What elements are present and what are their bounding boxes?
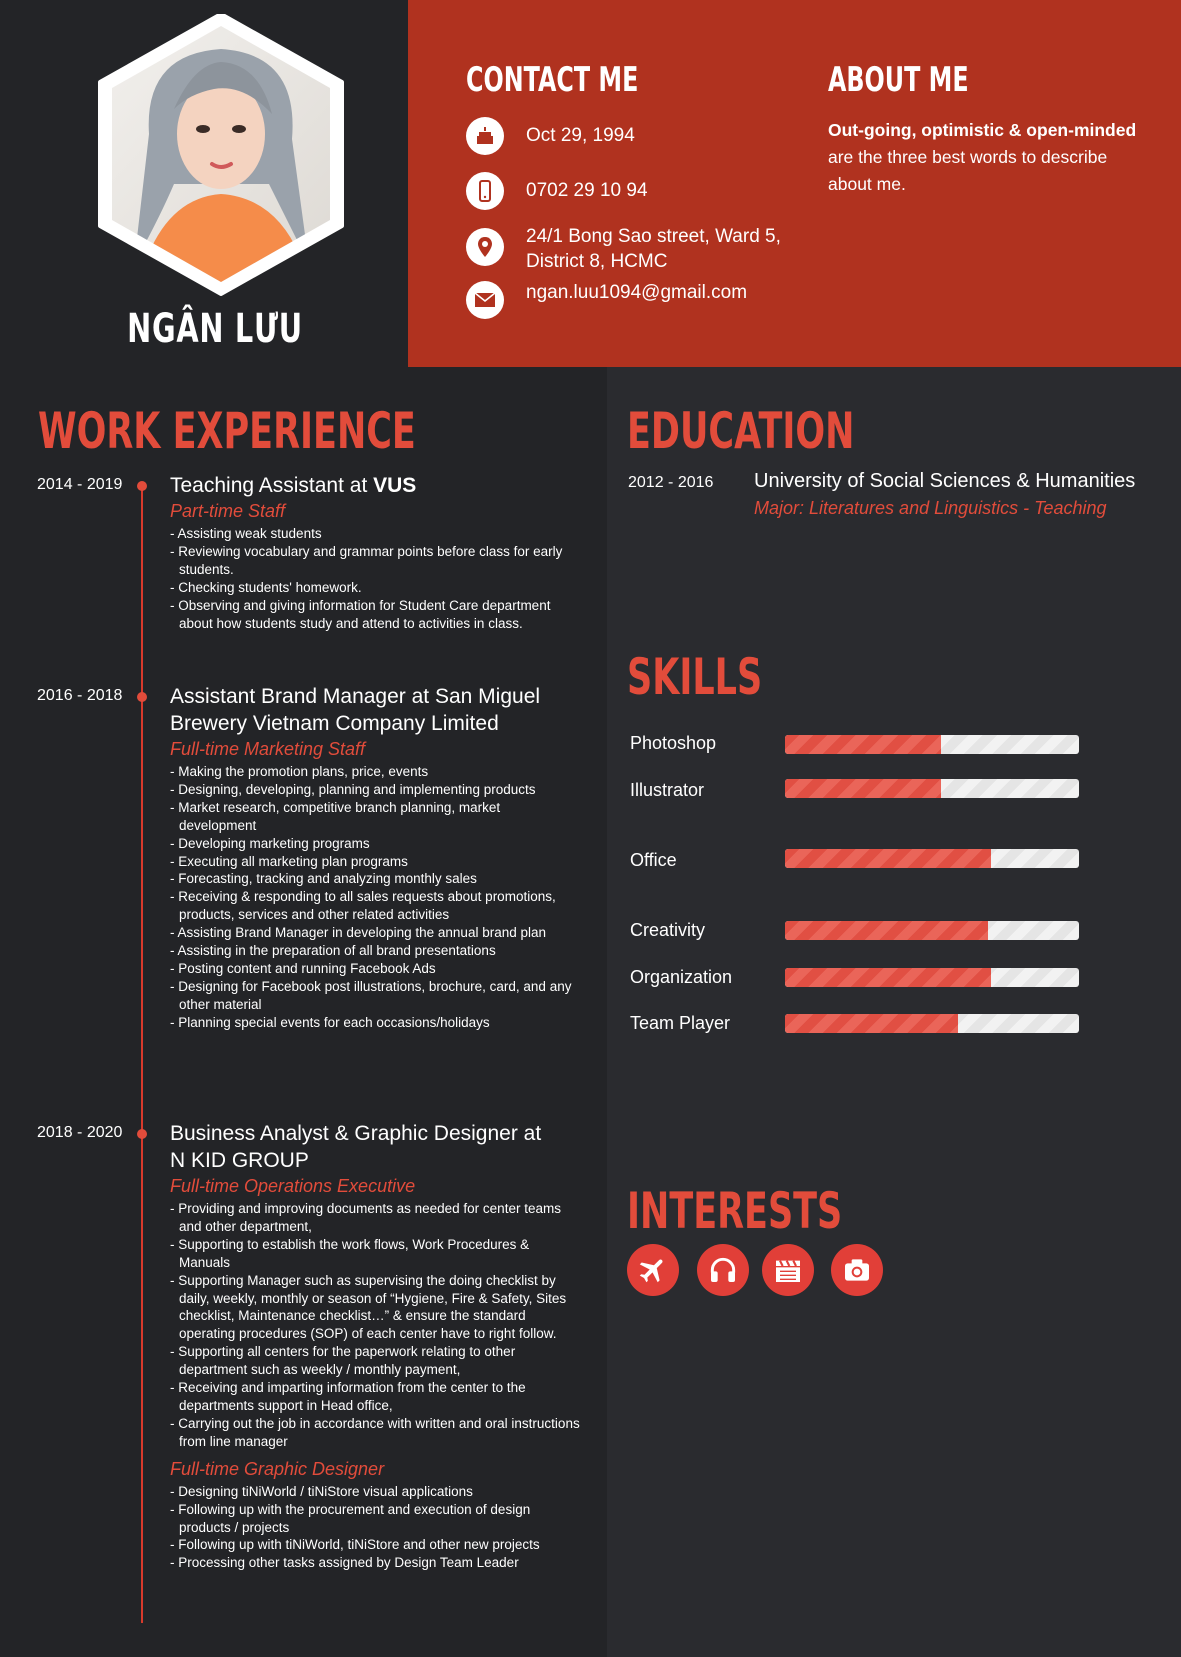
about-heading: ABOUT ME (828, 60, 969, 100)
contact-email (466, 281, 816, 319)
mail-icon (466, 281, 504, 319)
location-pin-icon (466, 228, 504, 266)
skill-bar (785, 779, 1079, 798)
duty-item: - Supporting Manager such as supervising the doing checklist by daily, weekly, monthly or season of “Hygiene, Fire & Safety, Sites checklist, Maintenance checklist…” & ensure the standard operating procedures (SOP) of each center have to right follow. (170, 1272, 567, 1342)
duty-item: - Reviewing vocabulary and grammar points before class for early students. (170, 543, 563, 577)
job-period: 2014 - 2019 (37, 476, 123, 493)
job-role: Full-time Marketing Staff (170, 739, 366, 759)
contact-address (466, 228, 816, 274)
about-rest: are the three best words to describe about me. (828, 147, 1108, 194)
duty-item: - Planning special events for each occasions/holidays (170, 1014, 490, 1030)
skill-bar (785, 849, 1079, 868)
duty-item: - Supporting to establish the work flows, Work Procedures & Manuals (170, 1236, 530, 1270)
job-title: Teaching Assistant at VUS (170, 474, 417, 497)
job-period: 2018 - 2020 (37, 1124, 123, 1141)
duty-item: - Assisting in the preparation of all brand presentations (170, 943, 496, 959)
education-period: 2012 - 2016 (628, 474, 714, 491)
about-highlight: Out-going, optimistic & open-minded (828, 120, 1137, 140)
skill-bar-fill (785, 779, 941, 798)
contact-email-text[interactable]: ngan.luu1094@gmail.com (526, 282, 748, 303)
duty-item: - Market research, competitive branch planning, market development (170, 799, 501, 833)
skill-bar-fill (785, 735, 941, 754)
job-entry (170, 1120, 580, 1572)
airplane-icon (627, 1244, 679, 1296)
duty-item: - Designing tiNiWorld / tiNiStore visual applications (170, 1483, 473, 1499)
clapperboard-icon (762, 1244, 814, 1296)
education-school: University of Social Sciences & Humanities (754, 470, 1136, 492)
job-duties (170, 1483, 580, 1573)
job-duties (170, 525, 580, 632)
duty-item: - Following up with the procurement and execution of design products / projects (170, 1501, 531, 1535)
skill-label: Team Player (630, 1013, 731, 1033)
skill-label: Creativity (630, 920, 706, 940)
phone-icon (466, 172, 504, 210)
contact-phone-text: 0702 29 10 94 (526, 180, 648, 201)
interests-heading: INTERESTS (627, 1182, 843, 1240)
duty-item: - Checking students' homework. (170, 579, 362, 595)
timeline-dot (137, 692, 147, 702)
skill-bar (785, 968, 1079, 987)
skill-label: Office (630, 850, 677, 870)
duty-item: - Designing, developing, planning and implementing products (170, 781, 536, 797)
education-major: Major: Literatures and Linguistics - Teaching (754, 498, 1107, 518)
duty-item: - Receiving & responding to all sales requests about promotions, products, services and other related activities (170, 889, 556, 923)
duty-item: - Receiving and imparting information from the center to the departments support in Head office, (170, 1380, 526, 1413)
right-column-panel (607, 367, 1181, 1657)
duty-item: - Posting content and running Facebook Ads (170, 960, 436, 976)
headphones-icon (697, 1244, 749, 1296)
contact-address-text: 24/1 Bong Sao street, Ward 5, District 8, HCMC (526, 226, 781, 272)
duty-item: - Forecasting, tracking and analyzing monthly sales (170, 871, 477, 887)
timeline-dot (137, 481, 147, 491)
skill-bar (785, 1014, 1079, 1033)
skill-bar-fill (785, 921, 988, 940)
contact-birthday (466, 117, 816, 155)
skills-heading: SKILLS (627, 648, 763, 706)
about-text (828, 117, 1148, 198)
contact-phone (466, 172, 816, 210)
duty-item: - Supporting all centers for the paperwork relating to other department such as weekly / monthly payment, (170, 1344, 516, 1378)
skill-label: Photoshop (630, 733, 717, 753)
duty-item: - Assisting Brand Manager in developing the annual brand plan (170, 925, 547, 941)
duty-item: - Carrying out the job in accordance with written and oral instructions from line manager (170, 1415, 580, 1449)
contact-birthday-text: Oct 29, 1994 (526, 125, 635, 146)
person-name: NGÂN LƯU (127, 306, 303, 352)
duty-item: - Making the promotion plans, price, events (170, 764, 429, 779)
timeline-dot (137, 1129, 147, 1139)
education-heading: EDUCATION (627, 402, 855, 460)
profile-photo (94, 14, 348, 296)
duty-item: - Developing marketing programs (170, 835, 370, 851)
job-entry (170, 472, 580, 632)
duty-item: - Providing and improving documents as needed for center teams and other department, (170, 1201, 561, 1234)
contact-heading: CONTACT ME (466, 60, 639, 100)
job-entry (170, 683, 580, 1032)
camera-icon (831, 1244, 883, 1296)
skill-bar-fill (785, 968, 991, 987)
birthday-cake-icon (466, 117, 504, 155)
work-heading: WORK EXPERIENCE (38, 402, 416, 460)
job-duties (170, 1200, 580, 1451)
job-title: Business Analyst & Graphic Designer at N KID GROUP (170, 1122, 542, 1172)
skill-bar (785, 921, 1079, 940)
skill-label: Organization (630, 967, 733, 987)
skill-bar-fill (785, 1014, 958, 1033)
skill-label: Illustrator (630, 780, 705, 800)
duty-item: - Designing for Facebook post illustrations, brochure, card, and any other material (170, 978, 572, 1012)
duty-item: - Assisting weak students (170, 526, 322, 541)
skill-bar (785, 735, 1079, 754)
duty-item: - Executing all marketing plan programs (170, 853, 408, 869)
job-period: 2016 - 2018 (37, 687, 123, 704)
job-title: Assistant Brand Manager at San Miguel Brewery Vietnam Company Limited (170, 685, 541, 735)
job-role: Full-time Operations Executive (170, 1176, 416, 1196)
duty-item: - Observing and giving information for Student Care department about how students study and attend to activities in class. (170, 597, 551, 631)
job-role: Part-time Staff (170, 501, 286, 521)
skill-bar-fill (785, 849, 991, 868)
duty-item: - Processing other tasks assigned by Design Team Leader (170, 1555, 519, 1571)
job-duties (170, 763, 580, 1032)
job-role: Full-time Graphic Designer (170, 1458, 385, 1479)
timeline-line (141, 488, 143, 1623)
duty-item: - Following up with tiNiWorld, tiNiStore and other new projects (170, 1537, 540, 1553)
